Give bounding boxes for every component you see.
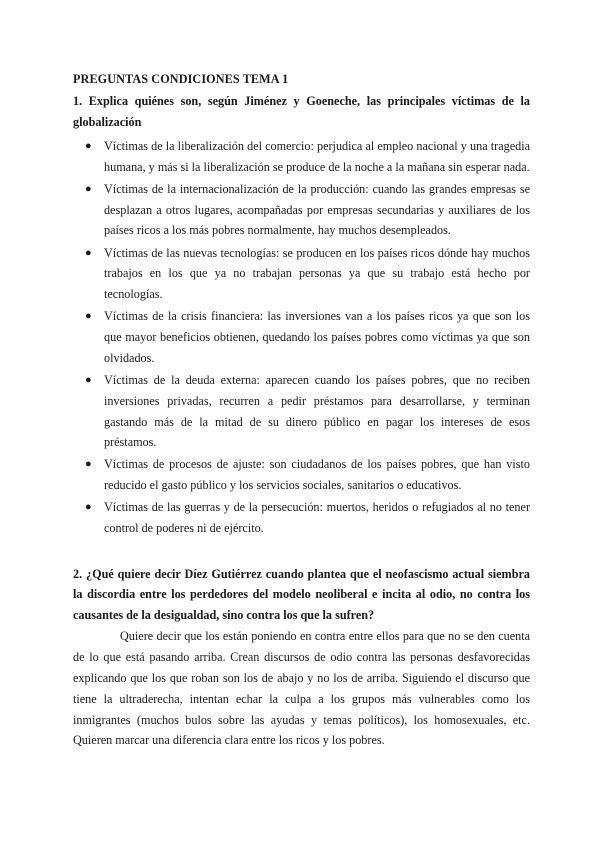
- list-item: [86, 136, 530, 178]
- list-item-text: Víctimas de la crisis financiera: las inversiones van a los países ricos ya que son los que mayor beneficios obtienen, quedando los países pobres como víctimas ya que son olvidados.: [104, 309, 530, 365]
- question-1-heading: 1. Explica quiénes son, según Jiménez y Goeneche, las principales víctimas de la globalización: [73, 94, 530, 129]
- document-title: PREGUNTAS CONDICIONES TEMA 1: [73, 72, 289, 86]
- question-2-answer: Quiere decir que los están poniendo en contra entre ellos para que no se den cuenta de lo que está pasando arriba. Crean discursos de odio contra las personas desfavorecidas explicando que los que roban son los de abajo y no los de arriba. Siguiendo el discurso que tiene la ultraderecha, intentan echar la culpa a los grupos más vulnerables como los inmigrantes (muchos bulos sobre las ayudas y temas políticos), los homosexuales, etc. Quieren marcar una diferencia clara entre los ricos y los pobres.: [73, 629, 530, 748]
- list-item-text: Víctimas de las nuevas tecnologías: se producen en los países ricos dónde hay muchos trabajos en los que ya no trabajan personas ya que su trabajo está hecho por tecnologías.: [104, 245, 530, 302]
- list-item: [86, 370, 530, 453]
- list-item: [86, 306, 530, 368]
- bullet-icon: ●: [85, 182, 92, 195]
- question-2-heading: 2. ¿Qué quiere decir Díez Gutiérrez cuando plantea que el neofascismo actual siembra la discordia entre los perdedores del modelo neoliberal e incita al odio, no contra los causantes de la desigualdad, sino contra los que la sufren?: [73, 566, 530, 622]
- list-item: [86, 243, 530, 305]
- bullet-icon: ●: [85, 246, 92, 259]
- list-item-text: Víctimas de la liberalización del comercio: perjudica al empleo nacional y una tragedia humana, y más si la liberalización se produce de la noche a la mañana sin esperar nada.: [104, 139, 530, 174]
- bullet-icon: ●: [85, 373, 92, 386]
- list-item: [86, 497, 530, 539]
- list-item-text: Víctimas de las guerras y de la persecución: muertos, heridos o refugiados al no tener control de poderes ni de ejército.: [104, 500, 530, 536]
- bullet-icon: ●: [85, 501, 92, 514]
- bullet-icon: ●: [85, 140, 92, 152]
- victims-list: [73, 136, 530, 539]
- list-item-text: Víctimas de procesos de ajuste: son ciudadanos de los países pobres, que han visto reducido el gasto público y los servicios sociales, sanitarios o educativos.: [104, 457, 530, 493]
- bullet-icon: ●: [85, 310, 92, 323]
- list-item: [86, 454, 530, 496]
- bullet-icon: ●: [85, 458, 92, 471]
- list-item: [86, 179, 530, 241]
- list-item-text: Víctimas de la internacionalización de la producción: cuando las grandes empresas se desplazan a otros lugares, acompañadas por empresas secundarias y auxiliares de los países ricos a los más pobres normalmente, hay muchos desempleados.: [104, 181, 530, 238]
- list-item-text: Víctimas de la deuda externa: aparecen cuando los países pobres, que no reciben inversiones privadas, recurren a pedir préstamos para desarrollarse, y terminan gastando más de la mitad de su dinero público en pagar los intereses de esos préstamos.: [104, 372, 530, 450]
